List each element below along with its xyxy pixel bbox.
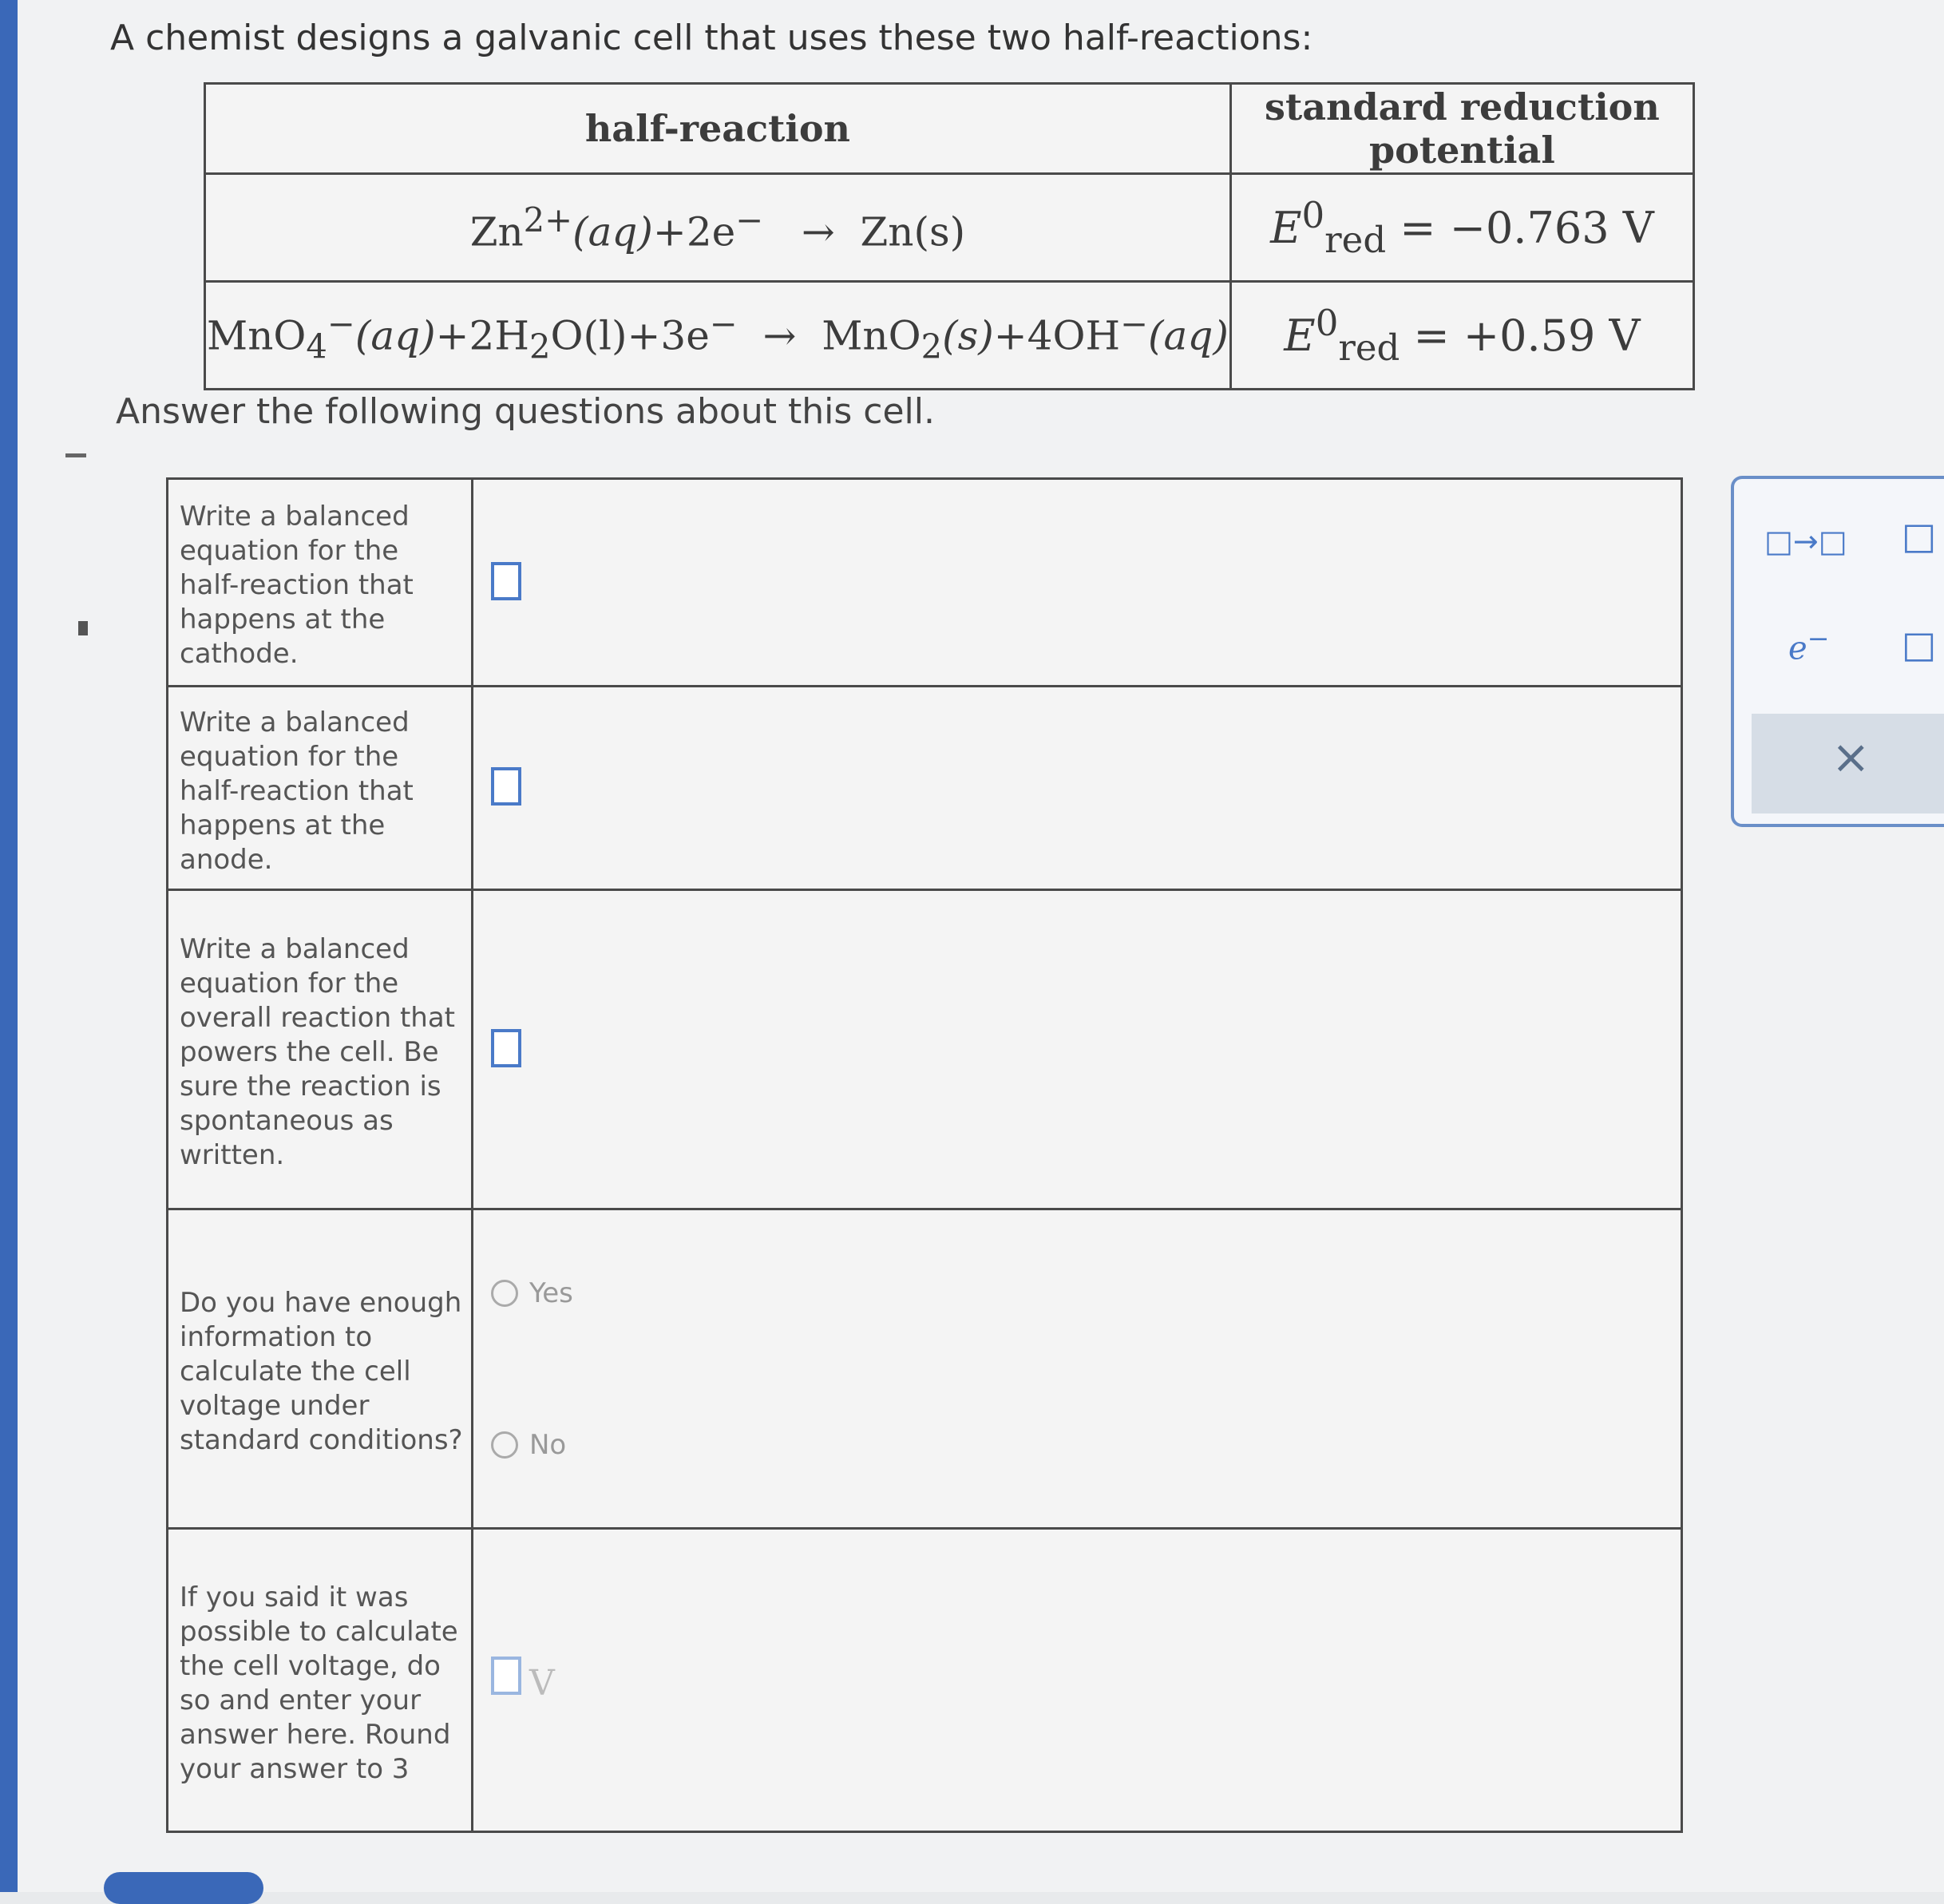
intro-text: A chemist designs a galvanic cell that uses these two half-reactions: [110,18,1313,58]
question-row-anode [168,687,1682,890]
radio-circle-no[interactable] [491,1431,518,1459]
superscript-template-button[interactable]: □ [1902,514,1937,557]
header-half-reaction: half-reaction [205,84,1231,174]
potential-zinc: $E^0_{red} = -0.763$ V [1230,174,1693,282]
answer-cell-anode [473,687,1682,890]
half-reaction-zinc: $Zn^{2+}(aq)+2e^-$ → Zn(s) [205,174,1231,282]
answer-cell-cathode [473,479,1682,687]
cathode-answer-input[interactable] [491,562,521,600]
potential-permanganate: $E^0_{red} = +0.59$ V [1230,282,1693,390]
question-row-cathode [168,479,1682,687]
answer-cell-enough-info [473,1209,1682,1529]
question-row-enough-info [168,1209,1682,1529]
voltage-unit: V [529,1663,555,1704]
anode-answer-input[interactable] [491,767,521,806]
reaction-arrow: → [762,312,797,359]
cell-voltage-input[interactable] [491,1657,521,1695]
instruction-text: Answer the following questions about this cell. [116,391,935,432]
radio-circle-yes[interactable] [491,1280,518,1307]
table-row [205,282,1694,390]
reaction-arrow: → [801,208,835,255]
electron-button[interactable]: e− [1788,623,1830,667]
bottom-button-edge[interactable] [104,1872,263,1904]
question-row-cell-voltage [168,1529,1682,1832]
radio-option-no[interactable] [491,1429,1680,1461]
overall-answer-input[interactable] [491,1029,521,1067]
left-accent-bar [0,0,18,1892]
question-label-cell-voltage: If you said it was possible to calculate the cell voltage, do so and enter your answer here. Round your answer to 3 [168,1529,473,1832]
radio-label-no: No [529,1428,567,1461]
table-header-row [205,84,1694,174]
question-row-overall [168,890,1682,1209]
subscript-template-button[interactable]: □ [1902,623,1937,666]
half-reaction-permanganate: $MnO_4^-(aq)+2H_2O(l)+3e^- \to MnO_2(s)+4OH^-(aq)$ [205,282,1231,390]
reaction-arrow-template-button[interactable]: □→□ [1764,524,1847,559]
question-label-anode: Write a balanced equation for the half-reaction that happens at the anode. [168,687,473,890]
radio-option-yes[interactable] [491,1277,1680,1309]
table-row [205,174,1694,282]
equation-toolbox-panel [1731,476,1944,827]
question-label-overall: Write a balanced equation for the overall reaction that powers the cell. Be sure the reaction is spontaneous as written. [168,890,473,1209]
answer-cell-overall [473,890,1682,1209]
margin-marker [78,621,88,635]
clear-icon[interactable]: × [1831,730,1871,784]
answer-cell-cell-voltage [473,1529,1682,1832]
question-label-cathode: Write a balanced equation for the half-reaction that happens at the cathode. [168,479,473,687]
radio-label-yes: Yes [529,1277,573,1309]
toolbox-action-bar [1752,714,1944,813]
half-reaction-table [204,82,1695,390]
header-standard-reduction-potential: standard reduction potential [1230,84,1693,174]
question-table [166,477,1683,1833]
question-label-enough-info: Do you have enough information to calculate the cell voltage under standard conditions? [168,1209,473,1529]
margin-dash [65,453,86,457]
